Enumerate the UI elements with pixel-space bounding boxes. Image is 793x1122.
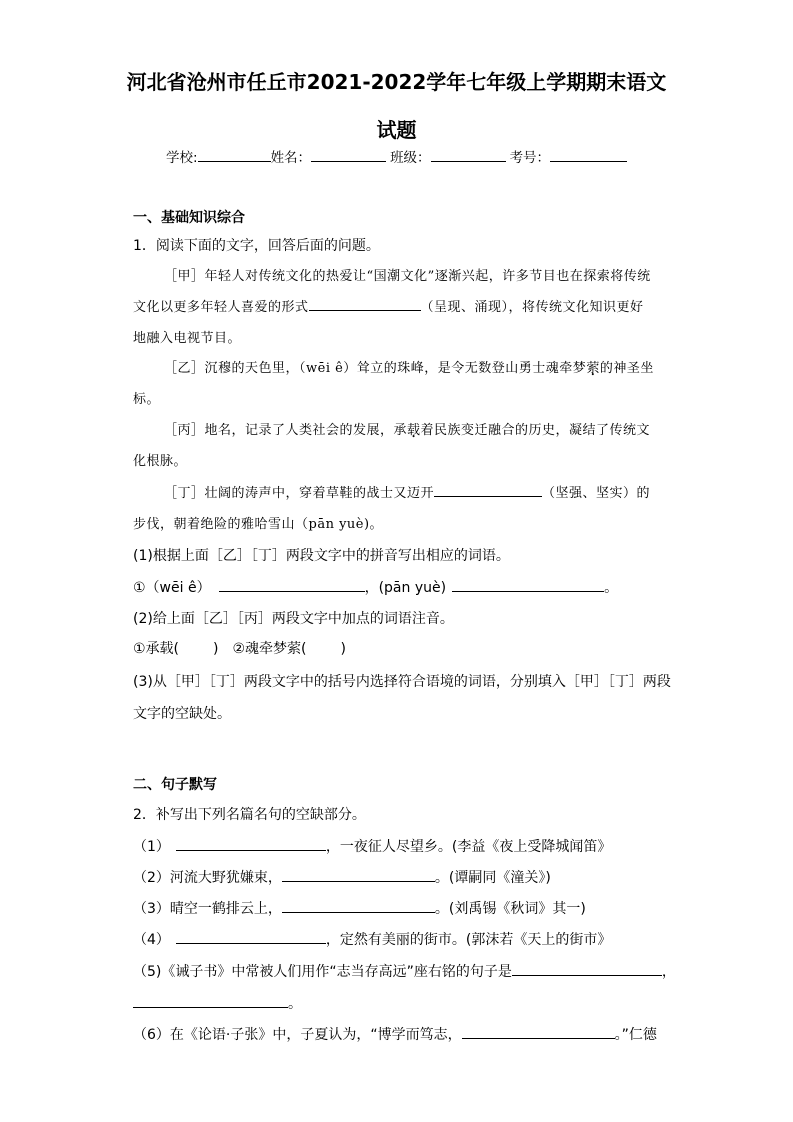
item-text: 。”仁德 <box>614 1027 657 1043</box>
number-label: 考号： <box>509 150 551 166</box>
passage-text: 着民族变迁融合的历史，凝结了传统文 <box>420 423 651 438</box>
name-blank[interactable] <box>311 147 386 162</box>
recitation-item <box>133 898 586 918</box>
fill-blank[interactable] <box>176 929 326 944</box>
answer-end: 。 <box>604 580 619 596</box>
passage-text: ［乙］沉穆的天色里，（wēi ê）耸立的珠峰，是令无数登山勇士魂牵梦 <box>164 361 587 376</box>
answer-label: ) <box>340 641 346 657</box>
sub-question: (3)从［甲］［丁］两段文字中的括号内选择符合语境的词语，分别填入［甲］［丁］两段 <box>133 674 671 690</box>
fill-blank[interactable] <box>133 993 288 1008</box>
fill-blank[interactable] <box>282 898 435 913</box>
passage-text: ［丙］地名，记录了人类社会的发展，承 <box>164 423 408 438</box>
passage-jia-line <box>133 296 644 315</box>
number-blank[interactable] <box>550 147 627 162</box>
item-text: ，一夜征人尽望乡。(李益《夜上受降城闻笛》 <box>325 839 612 855</box>
passage-bing-line: 化根脉。 <box>133 454 188 469</box>
fill-blank[interactable] <box>219 577 365 592</box>
sub-question: (2)给上面［乙］［丙］两段文字中加点的词语注音。 <box>133 611 454 627</box>
page-title: 河北省沧州市任丘市2021-2022学年七年级上学期期末语文 <box>126 70 667 94</box>
passage-jia-line: 地融入电视节目。 <box>133 331 242 346</box>
fill-blank[interactable] <box>282 867 435 882</box>
answer-line <box>133 638 346 658</box>
recitation-item <box>133 993 302 1013</box>
answer-label: ①（wēi ê） <box>133 580 211 596</box>
passage-yi-line <box>164 357 654 376</box>
answer-label: ) ②魂牵梦萦( <box>213 641 307 657</box>
passage-text: ［丁］壮阔的涛声中，穿着草鞋的战士又迈开 <box>164 486 435 501</box>
item-text: 。(谭嗣同《潼关》) <box>434 870 551 886</box>
recitation-item <box>133 836 611 856</box>
recitation-item <box>133 867 551 887</box>
passage-jia-line: ［甲］年轻人对传统文化的热爱让“国潮文化”逐渐兴起，许多节目也在探索将传统 <box>164 269 651 284</box>
page-title-continued: 试题 <box>376 118 417 142</box>
item-text: （1） <box>133 839 170 855</box>
section-heading: 一、基础知识综合 <box>133 210 245 226</box>
fill-blank[interactable] <box>462 1024 615 1039</box>
passage-yi-line: 标。 <box>133 392 161 407</box>
fill-blank[interactable] <box>309 296 421 311</box>
item-text: （2）河流大野犹嫌束， <box>133 870 282 886</box>
passage-ding-line: 步伐，朝着绝险的雅哈雪山（pān yuè)。 <box>133 517 384 532</box>
class-blank[interactable] <box>431 147 506 162</box>
passage-text: （呈现、涌现），将传统文化知识更好 <box>420 300 644 315</box>
section-heading: 二、句子默写 <box>133 777 217 793</box>
dotted-char: 萦 <box>586 361 600 376</box>
fill-blank[interactable] <box>176 836 326 851</box>
answer-label: ，(pān yuè) <box>364 580 447 596</box>
recitation-item <box>133 929 611 949</box>
passage-text: 的神圣坐 <box>599 361 654 376</box>
recitation-item <box>133 1024 657 1044</box>
item-text: ， <box>661 964 676 980</box>
item-text: （4） <box>133 932 170 948</box>
answer-line <box>133 577 618 597</box>
answer-label: ①承载( <box>133 641 180 657</box>
sub-question: (1)根据上面［乙］［丁］两段文字中的拼音写出相应的词语。 <box>133 548 510 564</box>
item-text: ，定然有美丽的街市。(郭沫若《天上的街市》 <box>325 932 612 948</box>
name-label: 姓名： <box>270 150 312 166</box>
school-blank[interactable] <box>198 147 271 162</box>
question-stem: 1．阅读下面的文字，回答后面的问题。 <box>133 238 380 254</box>
recitation-item <box>133 961 676 981</box>
fill-blank[interactable] <box>434 482 542 497</box>
item-text: （5)《诫子书》中常被人们用作“志当存高远”座右铭的句子是 <box>133 964 512 980</box>
item-text: （3）晴空一鹤排云上， <box>133 901 282 917</box>
fill-blank[interactable] <box>512 961 662 976</box>
passage-bing-line <box>164 419 650 438</box>
school-label: 学校: <box>166 150 198 166</box>
item-text: 。 <box>288 996 302 1012</box>
student-info-row <box>166 146 627 166</box>
passage-ding-line <box>164 482 650 501</box>
fill-blank[interactable] <box>452 577 604 592</box>
item-text: （6）在《论语·子张》中，子夏认为，“博学而笃志， <box>133 1027 462 1043</box>
class-label: 班级： <box>390 150 431 166</box>
dotted-char: 载 <box>407 423 421 438</box>
passage-text: 文化以更多年轻人喜爱的形式 <box>133 300 309 315</box>
sub-question: 文字的空缺处。 <box>133 706 231 722</box>
question-stem: 2．补写出下列名篇名句的空缺部分。 <box>133 807 366 823</box>
passage-text: （坚强、坚实）的 <box>542 486 651 501</box>
item-text: 。(刘禹锡《秋词》其一) <box>434 901 586 917</box>
